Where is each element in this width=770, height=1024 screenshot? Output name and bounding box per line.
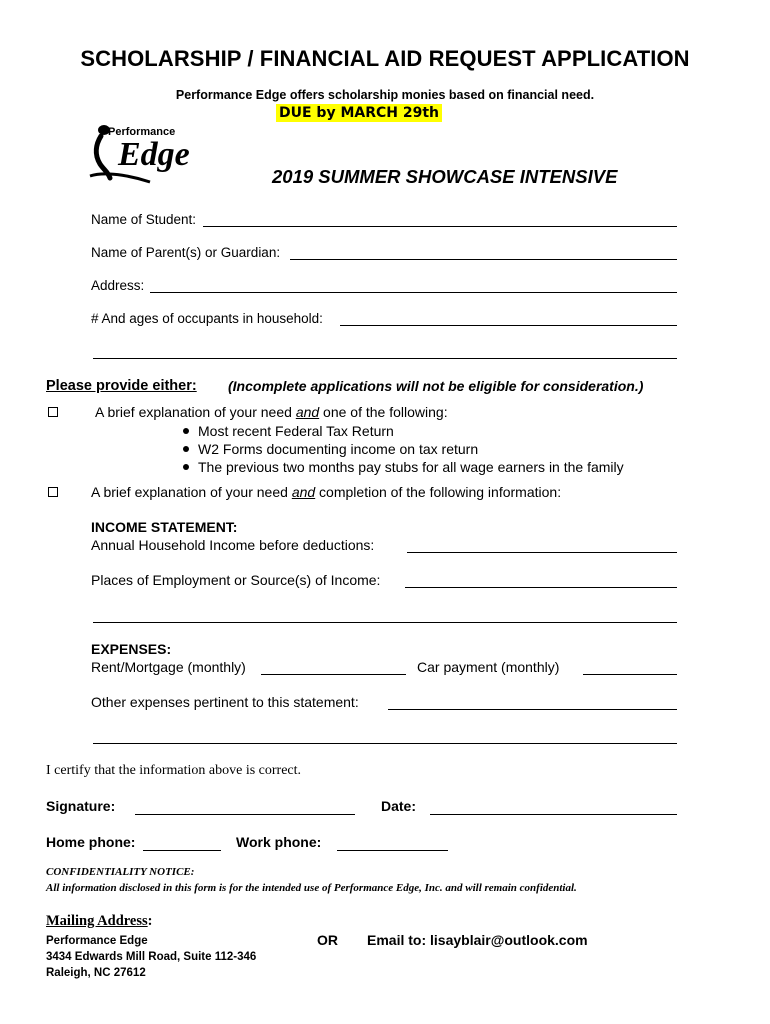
work-phone-label: Work phone:: [236, 834, 322, 850]
email-instruction: Email to: lisayblair@outlook.com: [367, 932, 588, 948]
option2-text: [91, 484, 561, 500]
occupants-field[interactable]: [340, 325, 677, 326]
date-field[interactable]: [430, 814, 677, 815]
confidentiality-title: CONFIDENTIALITY NOTICE:: [46, 866, 195, 878]
signature-field[interactable]: [135, 814, 355, 815]
option1-text: [95, 404, 448, 420]
occupants-label: # And ages of occupants in household:: [91, 311, 323, 326]
home-phone-field[interactable]: [143, 850, 221, 851]
work-phone-field[interactable]: [337, 850, 448, 851]
home-phone-label: Home phone:: [46, 834, 136, 850]
certify-statement: I certify that the information above is correct.: [46, 763, 302, 778]
bullet-item: Most recent Federal Tax Return: [183, 423, 394, 439]
option1-checkbox[interactable]: [48, 407, 58, 417]
rent-label: Rent/Mortgage (monthly): [91, 659, 246, 675]
bullet-item: The previous two months pay stubs for all wage earners in the family: [183, 459, 624, 475]
confidentiality-body: All information disclosed in this form is for the intended use of Performance Edge, Inc. and will remain confidential.: [46, 882, 577, 894]
option2-pre: A brief explanation of your need: [91, 484, 292, 500]
date-label: Date:: [381, 798, 417, 814]
bullet-icon: [183, 428, 189, 434]
student-name-label: Name of Student:: [91, 212, 197, 227]
mailing-city: Raleigh, NC 27612: [46, 967, 146, 979]
other-expenses-label: Other expenses pertinent to this statement:: [91, 694, 359, 710]
signature-label: Signature:: [46, 798, 116, 814]
provide-heading: Please provide either:: [46, 378, 197, 394]
performance-edge-logo: [88, 120, 198, 186]
car-payment-field[interactable]: [583, 674, 677, 675]
employment-field[interactable]: [405, 587, 677, 588]
address-label: Address:: [91, 278, 145, 293]
annual-income-label: Annual Household Income before deductions:: [91, 537, 375, 553]
parent-name-field[interactable]: [290, 259, 677, 260]
expenses-heading: EXPENSES:: [91, 641, 172, 657]
option1-post: one of the following:: [319, 404, 448, 420]
document-title: SCHOLARSHIP / FINANCIAL AID REQUEST APPLICATION: [80, 46, 690, 71]
subtitle: Performance Edge offers scholarship monies based on financial need.: [175, 88, 595, 102]
other-expenses-field-extra[interactable]: [93, 743, 677, 744]
employment-label: Places of Employment or Source(s) of Income:: [91, 572, 381, 588]
parent-name-label: Name of Parent(s) or Guardian:: [91, 245, 281, 260]
or-separator: OR: [317, 932, 338, 948]
bullet-icon: [183, 446, 189, 452]
rent-field[interactable]: [261, 674, 406, 675]
due-date-banner: DUE by MARCH 29th: [276, 104, 442, 122]
logo-text-top: Performance: [108, 126, 176, 138]
mailing-heading-text: Mailing Address: [46, 913, 148, 929]
income-heading: INCOME STATEMENT:: [91, 519, 238, 535]
option2-checkbox[interactable]: [48, 487, 58, 497]
program-title: 2019 SUMMER SHOWCASE INTENSIVE: [272, 166, 618, 187]
mailing-heading: [46, 913, 153, 930]
employment-field-extra[interactable]: [93, 622, 677, 623]
mailing-name: Performance Edge: [46, 935, 148, 947]
bullet-item: W2 Forms documenting income on tax return: [183, 441, 478, 457]
option2-and: and: [291, 484, 316, 500]
mailing-heading-colon: :: [147, 913, 153, 929]
logo-text-main: Edge: [118, 136, 190, 173]
other-expenses-field[interactable]: [388, 709, 677, 710]
option1-pre: A brief explanation of your need: [95, 404, 296, 420]
student-name-field[interactable]: [203, 226, 677, 227]
bullet-icon: [183, 464, 189, 470]
annual-income-field[interactable]: [407, 552, 677, 553]
address-field[interactable]: [150, 292, 677, 293]
provide-note: (Incomplete applications will not be eligible for consideration.): [228, 378, 644, 394]
occupants-field-extra[interactable]: [93, 358, 677, 359]
car-payment-label: Car payment (monthly): [417, 659, 560, 675]
mailing-street: 3434 Edwards Mill Road, Suite 112-346: [46, 951, 257, 963]
option1-and: and: [295, 404, 320, 420]
option2-post: completion of the following information:: [315, 484, 562, 500]
